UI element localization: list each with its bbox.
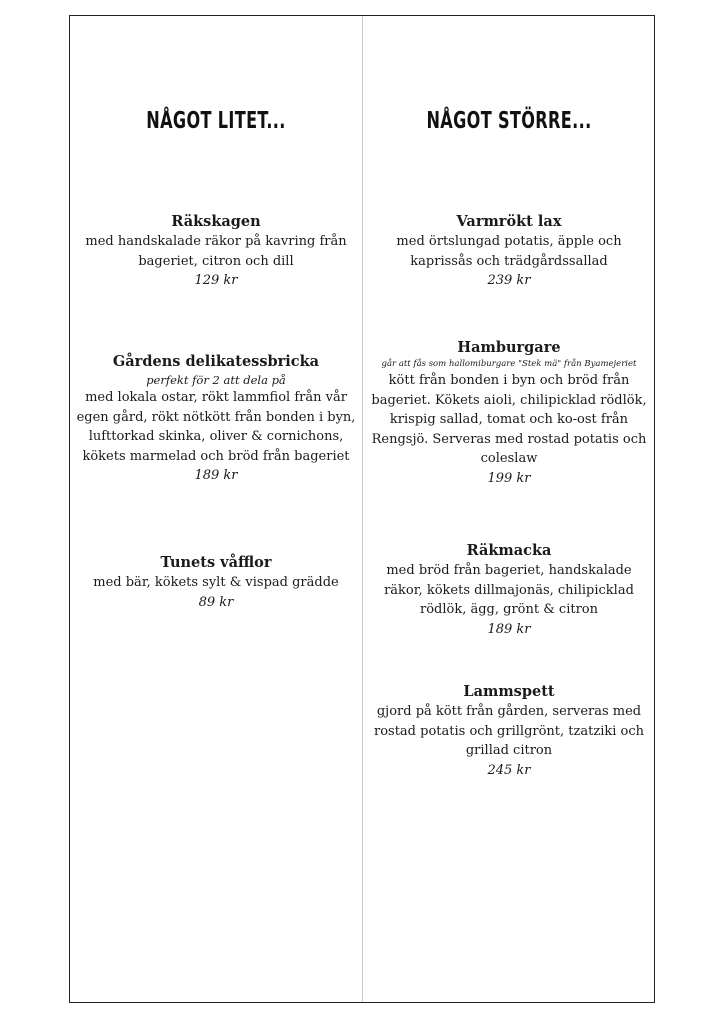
item-price: 189 kr bbox=[194, 468, 238, 483]
item-description: med handskalade räkor på kavring från bageriet, citron och dill bbox=[85, 234, 347, 269]
menu-item bbox=[70, 212, 362, 291]
item-description: gjord på kött från gården, serveras med rostad potatis och grillgrönt, tzatziki och grillad citron bbox=[374, 704, 644, 758]
item-description: med lokala ostar, rökt lammfiol från vår egen gård, rökt nötkött från bonden i byn, lufttorkad skinka, oliver & cornichons, kökets marmelad och bröd från bageriet bbox=[76, 390, 356, 464]
item-note: perfekt för 2 att dela på bbox=[146, 373, 286, 387]
menu-item bbox=[363, 682, 655, 781]
item-name: Varmrökt lax bbox=[456, 213, 562, 230]
item-description: kött från bonden i byn och bröd från bageriet. Kökets aioli, chilipicklad rödlök, krispig sallad, tomat och ko-ost från Rengsjö. Serveras med rostad potatis och coleslaw bbox=[371, 373, 647, 466]
menu-item bbox=[363, 338, 655, 489]
menu-column-large bbox=[363, 0, 655, 1024]
item-price: 245 kr bbox=[487, 762, 531, 778]
item-name: Hamburgare bbox=[457, 339, 561, 356]
item-description: med örtslungad potatis, äpple och kaprissås och trädgårdssallad bbox=[396, 234, 622, 269]
menu-column-small bbox=[70, 0, 362, 1024]
item-note: går att fås som hallomiburgare "Stek mä" från Byamejeriet bbox=[381, 359, 637, 369]
item-name: Räkmacka bbox=[466, 542, 552, 559]
item-price: 199 kr bbox=[487, 470, 531, 486]
menu-item bbox=[70, 553, 362, 613]
item-price: 129 kr bbox=[194, 273, 238, 288]
item-description: med bär, kökets sylt & vispad grädde bbox=[93, 575, 339, 590]
menu-item bbox=[363, 212, 655, 291]
item-name: Lammspett bbox=[463, 683, 555, 700]
menu-item bbox=[363, 541, 655, 640]
column-heading: NÅGOT STÖRRE... bbox=[426, 108, 592, 134]
item-price: 239 kr bbox=[487, 273, 531, 288]
item-price: 89 kr bbox=[198, 594, 234, 610]
menu-item bbox=[70, 352, 362, 486]
item-description: med bröd från bageriet, handskalade räkor, kökets dillmajonäs, chilipicklad rödlök, ägg, grönt & citron bbox=[384, 563, 634, 617]
column-heading: NÅGOT LITET... bbox=[146, 108, 286, 134]
item-name: Räkskagen bbox=[171, 213, 261, 230]
item-price: 189 kr bbox=[487, 621, 531, 637]
item-name: Tunets våfflor bbox=[160, 554, 272, 571]
item-name: Gårdens delikatessbricka bbox=[112, 353, 320, 370]
